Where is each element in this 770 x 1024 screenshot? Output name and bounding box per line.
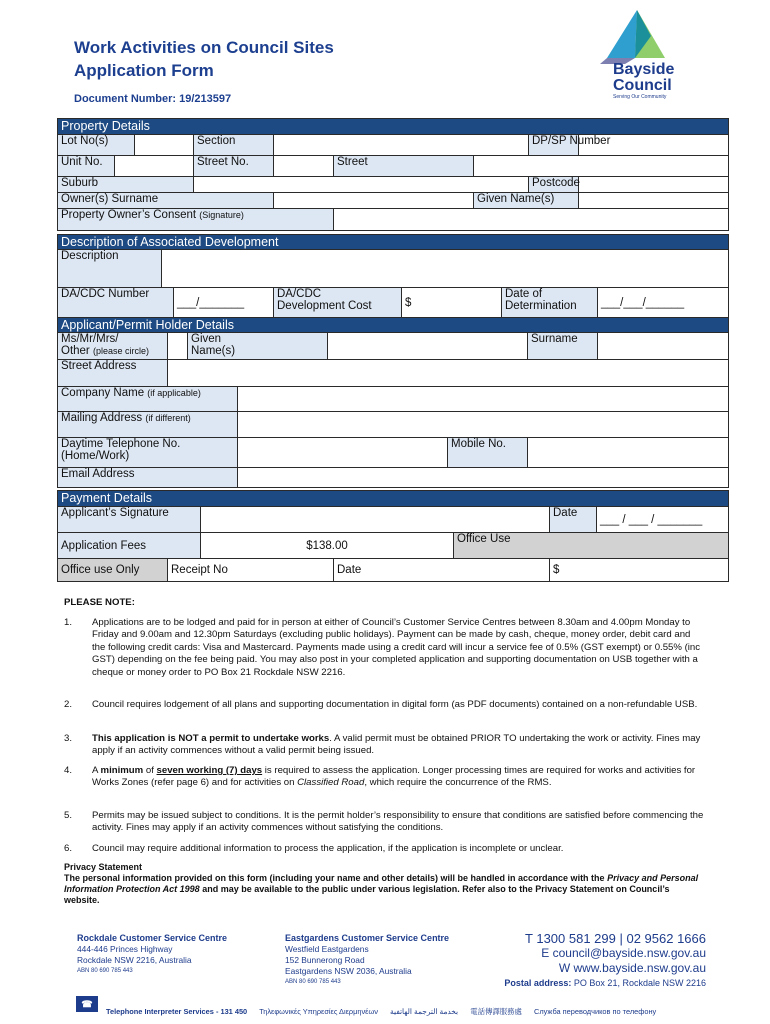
date-label: Date: [550, 507, 597, 533]
note-6: 6. Council may require additional information to process the application, if the application is incomplete or unclear.: [64, 843, 564, 854]
payment-table: [57, 490, 729, 582]
suburb-input[interactable]: [194, 177, 529, 193]
email-input[interactable]: [238, 468, 729, 488]
applicant-heading: Applicant/Permit Holder Details: [58, 318, 729, 333]
development-heading: Description of Associated Development: [58, 235, 729, 250]
da-cost-input[interactable]: $: [402, 288, 502, 318]
bayside-logo: [585, 8, 695, 103]
rockdale-centre: Rockdale Customer Service Centre 444-446 Princes Highway Rockdale NSW 2216, Australia ABN 80 690 785 443: [77, 933, 228, 974]
dpsp-label: DP/SP Number: [529, 135, 579, 156]
surname-input[interactable]: [598, 333, 729, 360]
office-use-label: Office Use: [454, 533, 729, 559]
street-no-label: Street No.: [194, 156, 274, 177]
payment-heading: Payment Details: [58, 491, 729, 507]
postcode-input[interactable]: [579, 177, 729, 193]
privacy-statement: Privacy Statement The personal information provided on this form (including your name and other details) will be handled in accordance with the Privacy and Personal Information Protection Act 1998 and may be available to the public under various legislation. Refer also to the Privacy Statement on Council’s website.: [64, 862, 699, 905]
suburb-label: Suburb: [58, 177, 194, 193]
description-input[interactable]: [162, 250, 729, 288]
owner-surname-label: Owner(s) Surname: [58, 193, 274, 209]
eastgardens-centre: Eastgardens Customer Service Centre Westfield Eastgardens 152 Bunnerong Road Eastgardens NSW 2036, Australia ABN 80 690 785 443: [285, 933, 450, 985]
title-input[interactable]: [168, 333, 188, 360]
signature-label: Applicant’s Signature: [58, 507, 201, 533]
sail-logo-icon: [595, 8, 675, 66]
office-date-label: Date: [334, 559, 550, 582]
section-input[interactable]: [274, 135, 529, 156]
given-name-label: Given Name(s): [188, 333, 328, 360]
fees-label: Application Fees: [58, 533, 201, 559]
note-1: 1. Applications are to be lodged and paid for in person at either of Council’s Customer Service Centres between 8.30am and 4.00pm Monday to Friday and 9.00am and 12.30pm Saturdays (excluding public holidays). Payment can be made by cash, cheque, money order, debit card and the following credit cards: Visa and Mastercard. Payments made using a credit card will incur a service fee of 0.5% (GST exempt) or 0.55% (inc GST) depending on the fee being paid. You may also post in your completed application and supporting documentation on USB together with a cheque or money order to PO Box 21 Rockdale NSW 2216.: [64, 617, 701, 678]
street-address-input[interactable]: [168, 360, 729, 387]
applicant-table: [57, 317, 729, 488]
phone-link[interactable]: T 1300 581 299 | 02 9562 1666: [525, 931, 706, 946]
mobile-label: Mobile No.: [448, 438, 528, 468]
note-4: 4. A minimum of seven working (7) days is required to assess the application. Longer processing times are required for works and activities for Works Zones (refer page 6) and for activities on Classified Road, which require the concurrence of the RMS.: [64, 765, 696, 789]
owner-consent-signature[interactable]: [334, 209, 729, 231]
office-only-label: Office use Only: [58, 559, 168, 582]
da-number-input[interactable]: ___/_______: [174, 288, 274, 318]
interpreter-icon: ☎: [76, 996, 98, 1012]
mailing-label: Mailing Address (if different): [58, 412, 238, 438]
note-3: 3. This application is NOT a permit to undertake works. A valid permit must be obtained PRIOR TO undertaking the work or activity. Fines may apply if an activity commences without a valid permit being issued.: [64, 733, 701, 757]
lot-label: Lot No(s): [58, 135, 135, 156]
section-label: Section: [194, 135, 274, 156]
title-line-1: Work Activities on Council Sites: [74, 38, 334, 57]
given-names-input[interactable]: [579, 193, 729, 209]
determination-date-input[interactable]: ___/___/______: [598, 288, 729, 318]
email-label: Email Address: [58, 468, 238, 488]
notes-heading: PLEASE NOTE:: [64, 597, 135, 608]
given-name-input[interactable]: [328, 333, 528, 360]
description-label: Description: [58, 250, 162, 288]
da-cost-label: DA/CDC Development Cost: [274, 288, 402, 318]
street-input[interactable]: [474, 156, 729, 177]
title-line-2: Application Form: [74, 61, 214, 80]
day-phone-label: Daytime Telephone No. (Home/Work): [58, 438, 238, 468]
title-label: Ms/Mr/Mrs/ Other (please circle): [58, 333, 168, 360]
development-table: [57, 234, 729, 318]
receipt-label: Receipt No: [168, 559, 334, 582]
fee-amount: $138.00: [201, 533, 454, 559]
company-label: Company Name (if applicable): [58, 387, 238, 412]
note-2: 2. Council requires lodgement of all plans and supporting documentation in digital form (as PDF documents) contained on a non-refundable USB.: [64, 699, 698, 710]
unit-input[interactable]: [115, 156, 194, 177]
determination-date-label: Date of Determination: [502, 288, 598, 318]
street-label: Street: [334, 156, 474, 177]
signature-input[interactable]: [201, 507, 550, 533]
company-input[interactable]: [238, 387, 729, 412]
logo-wordmark: Bayside Council: [613, 61, 675, 94]
owner-surname-input[interactable]: [274, 193, 474, 209]
logo-tagline: Serving Our Community: [613, 94, 667, 100]
street-no-input[interactable]: [274, 156, 334, 177]
surname-label: Surname: [528, 333, 598, 360]
office-amount-label: $: [550, 559, 729, 582]
postcode-label: Postcode: [529, 177, 579, 193]
given-names-label: Given Name(s): [474, 193, 579, 209]
street-address-label: Street Address: [58, 360, 168, 387]
contact-details: T 1300 581 299 | 02 9562 1666 E council@bayside.nsw.gov.au W www.bayside.nsw.gov.au Postal address: PO Box 21, Rockdale NSW 2216: [504, 931, 706, 988]
day-phone-input[interactable]: [238, 438, 448, 468]
email-link[interactable]: E council@bayside.nsw.gov.au: [541, 946, 706, 960]
property-details-heading: Property Details: [58, 119, 729, 135]
document-number: Document Number: 19/213597: [74, 93, 232, 105]
date-input[interactable]: ___ / ___ / _______: [597, 507, 729, 533]
form-title: [74, 36, 334, 82]
mobile-input[interactable]: [528, 438, 729, 468]
unit-label: Unit No.: [58, 156, 115, 177]
website-link[interactable]: W www.bayside.nsw.gov.au: [558, 961, 706, 975]
lot-input[interactable]: [135, 135, 194, 156]
da-number-label: DA/CDC Number: [58, 288, 174, 318]
owner-consent-label: Property Owner’s Consent (Signature): [58, 209, 334, 231]
property-details-table: [57, 118, 729, 231]
mailing-input[interactable]: [238, 412, 729, 438]
interpreter-services: Telephone Interpreter Services - 131 450 Τηλεφωνικές Υπηρεσίες Διερμηνέων بخدمة الترجمة الهاتفية 電話傳譯服務處 Служба переводчиков по телефону: [106, 1007, 657, 1016]
note-5: 5. Permits may be issued subject to conditions. It is the permit holder’s responsibility to ensure that conditions are satisfied before commencing the activity. Fines may apply if an activity commences without satisfying the conditions.: [64, 810, 704, 834]
